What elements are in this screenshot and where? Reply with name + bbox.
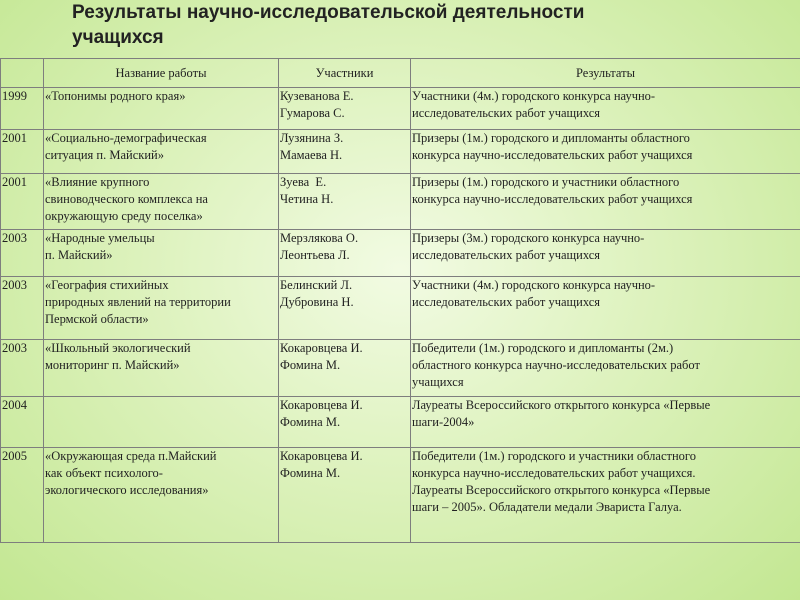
participant-name: Лузянина З. (280, 131, 344, 145)
header-work-title: Название работы (44, 59, 279, 88)
work-line: мониторинг п. Майский» (45, 358, 180, 372)
work-cell (44, 340, 279, 397)
work-line: свиноводческого комплекса на (45, 192, 208, 206)
results-cell (411, 174, 800, 230)
year-cell: 2003 (1, 277, 44, 340)
work-cell (44, 448, 279, 543)
participant-name: Гумарова С. (280, 106, 345, 120)
participant-name: Кузеванова Е. (280, 89, 354, 103)
work-line: природных явлений на территории (45, 295, 231, 309)
title-line-2: учащихся (72, 27, 164, 48)
title-line-1: Результаты научно-исследовательской деятельности (72, 2, 585, 23)
table-row (1, 448, 800, 543)
results-cell (411, 230, 800, 277)
work-line: как объект психолого- (45, 466, 163, 480)
work-line: п. Майский» (45, 248, 113, 262)
participants-cell (279, 397, 411, 448)
header-year (1, 59, 44, 88)
result-line: Призеры (3м.) городского конкурса научно- (412, 231, 645, 245)
work-line: «Топонимы родного края» (45, 89, 186, 103)
result-line: Лауреаты Всероссийского открытого конкурса «Первые (412, 398, 711, 412)
table-row (1, 88, 800, 130)
work-line: экологического исследования» (45, 483, 209, 497)
year-cell: 2003 (1, 230, 44, 277)
year-cell: 1999 (1, 88, 44, 130)
participant-name: Мерзлякова О. (280, 231, 359, 245)
work-line: «Влияние крупного (45, 175, 150, 189)
year-cell: 2004 (1, 397, 44, 448)
work-cell (44, 397, 279, 448)
results-cell (411, 277, 800, 340)
results-cell (411, 88, 800, 130)
result-line: Участники (4м.) городского конкурса научно- (412, 278, 656, 292)
result-line: учащихся (412, 375, 464, 389)
result-line: шаги-2004» (412, 415, 475, 429)
work-cell (44, 230, 279, 277)
header-results: Результаты (411, 59, 800, 88)
page-title (72, 0, 584, 50)
participant-name: Кокаровцева И. (280, 449, 363, 463)
work-cell (44, 277, 279, 340)
result-line: Победители (1м.) городского и дипломанты (2м.) (412, 341, 674, 355)
work-cell (44, 174, 279, 230)
result-line: конкурса научно-исследовательских работ учащихся (412, 148, 693, 162)
year-cell: 2001 (1, 174, 44, 230)
work-line: окружающую среду поселка» (45, 209, 203, 223)
result-line: конкурса научно-исследовательских работ учащихся (412, 192, 693, 206)
work-line: «География стихийных (45, 278, 169, 292)
participants-cell (279, 88, 411, 130)
result-line: конкурса научно-исследовательских работ учащихся. (412, 466, 696, 480)
participant-name: Четина Н. (280, 192, 334, 206)
table-header-row (1, 59, 800, 88)
table-row (1, 230, 800, 277)
work-line: «Школьный экологический (45, 341, 191, 355)
participant-name: Зуева Е. (280, 175, 327, 189)
results-cell (411, 397, 800, 448)
participant-name: Леонтьева Л. (280, 248, 350, 262)
work-cell (44, 88, 279, 130)
year-cell: 2005 (1, 448, 44, 543)
year-cell: 2003 (1, 340, 44, 397)
result-line: Призеры (1м.) городского и участники областного (412, 175, 680, 189)
participant-name: Кокаровцева И. (280, 341, 363, 355)
table-row (1, 397, 800, 448)
participants-cell (279, 130, 411, 174)
participant-name: Дубровина Н. (280, 295, 354, 309)
table-row (1, 174, 800, 230)
table-row (1, 277, 800, 340)
participants-cell (279, 174, 411, 230)
result-line: исследовательских работ учащихся (412, 295, 601, 309)
work-line: ситуация п. Майский» (45, 148, 164, 162)
work-line: «Окружающая среда п.Майский (45, 449, 217, 463)
participant-name: Фомина М. (280, 358, 341, 372)
result-line: исследовательских работ учащихся (412, 248, 601, 262)
participants-cell (279, 230, 411, 277)
work-line: «Народные умельцы (45, 231, 155, 245)
result-line: областного конкурса научно-исследовательских работ (412, 358, 700, 372)
participants-cell (279, 340, 411, 397)
result-line: Призеры (1м.) городского и дипломанты областного (412, 131, 690, 145)
result-line: Лауреаты Всероссийского открытого конкурса «Первые (412, 483, 711, 497)
work-cell (44, 130, 279, 174)
work-line: Пермской области» (45, 312, 149, 326)
header-participants: Участники (279, 59, 411, 88)
participant-name: Фомина М. (280, 466, 341, 480)
participant-name: Мамаева Н. (280, 148, 343, 162)
result-line: шаги – 2005». Обладатели медали Эвариста Галуа. (412, 500, 682, 514)
participants-cell (279, 448, 411, 543)
result-line: Участники (4м.) городского конкурса научно- (412, 89, 656, 103)
results-cell (411, 448, 800, 543)
year-cell: 2001 (1, 130, 44, 174)
table-row (1, 130, 800, 174)
participant-name: Белинский Л. (280, 278, 353, 292)
table-row (1, 340, 800, 397)
participants-cell (279, 277, 411, 340)
participant-name: Кокаровцева И. (280, 398, 363, 412)
result-line: Победители (1м.) городского и участники областного (412, 449, 696, 463)
work-line: «Социально-демографическая (45, 131, 207, 145)
result-line: исследовательских работ учащихся (412, 106, 601, 120)
participant-name: Фомина М. (280, 415, 341, 429)
results-cell (411, 130, 800, 174)
results-cell (411, 340, 800, 397)
results-table (0, 58, 800, 543)
